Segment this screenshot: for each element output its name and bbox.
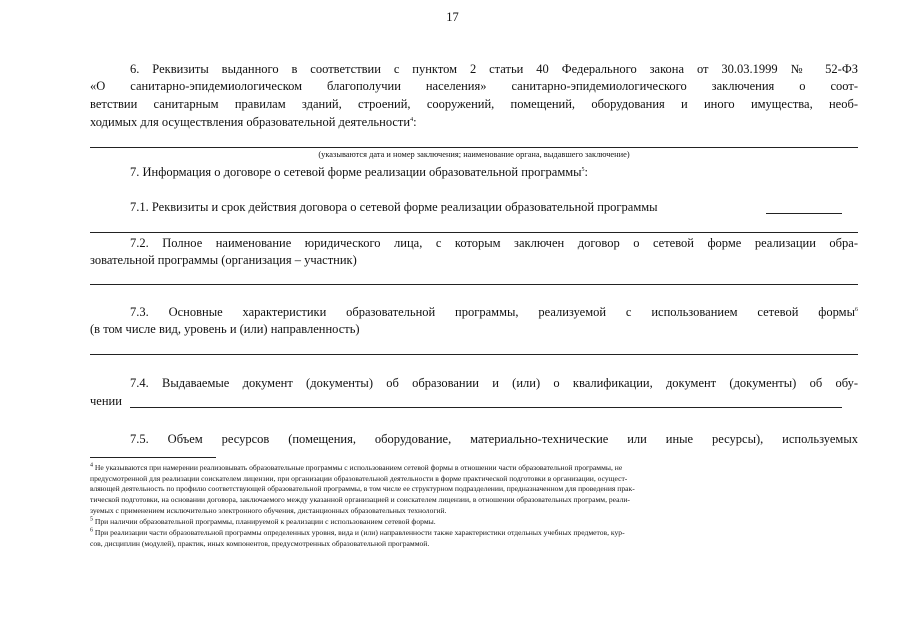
footnote-4-line-5: зуемых с применением исключительно электронного обучения, дистанционных образовательных технологий. [90, 506, 447, 515]
page-number: 17 [446, 10, 459, 24]
footnote-4-line-1-text: Не указываются при намерении реализовывать образовательные программы с использованием сетевой формы в отношении части образовательной программы, не [94, 463, 623, 472]
footnote-6-line-1 [90, 528, 858, 539]
item-7-1-fill-line [766, 213, 842, 214]
item-7-4-line-2: чении [90, 394, 122, 408]
item-7-3-line-1-text: 7.3. Основные характеристики образовательной программы, реализуемой с использованием сетевой формы [130, 305, 855, 319]
footnote-6-line-2: сов, дисциплин (модулей), практик, иных компонентов, предусмотренных образовательной программой. [90, 539, 430, 548]
item-7-4-line-1: 7.4. Выдаваемые документ (документы) об образовании и (или) о квалификации, документ (документы) об обу- [130, 376, 858, 390]
section6-caption: (указываются дата и номер заключения; наименование органа, выдавшего заключение) [318, 150, 630, 159]
footnote-4-line-1 [90, 463, 858, 474]
footnote-ref-4: 4 [410, 116, 414, 123]
item-7-4-fill-line [130, 407, 842, 408]
item-7-1: 7.1. Реквизиты и срок действия договора о сетевой форме реализации образовательной программы [130, 200, 658, 214]
footnote-6-line-1-text: При реализации части образовательной программы определенных уровня, вида и (или) направленности также характеристики отдельных учебных предметов, кур- [94, 528, 625, 537]
section7-heading: 7. Информация о договоре о сетевой форме реализации образовательной программы$^5$: [130, 165, 589, 179]
item-7-2-line-1: 7.2. Полное наименование юридического лица, с которым заключен договор о сетевой форме реализации обра- [130, 236, 858, 250]
footnote-5-text: При наличии образовательной программы, планируемой к реализации с использованием сетевой формы. [94, 517, 436, 526]
item-7-1-fill-line-2 [90, 232, 858, 233]
footnote-6-number: 6 [90, 527, 93, 534]
footnote-4-line-2: предусмотренной для реализации соискателем лицензии, при организации образовательной деятельности в форме практической подготовки в организации, осущест- [90, 474, 628, 483]
section6-line-3: ветствии санитарным правилам зданий, строений, сооружений, помещений, оборудования и иного имущества, необ- [90, 97, 858, 111]
footnote-4-line-3: вляющей деятельность по профилю соответствующей образовательной программы, в том числе ее структурном подразделении, предназначенном для проведения прак- [90, 484, 635, 493]
section6-line-2: «О санитарно-эпидемиологическом благополучии населения» санитарно-эпидемиологического заключения о соот- [90, 79, 858, 93]
item-7-3-line-1 [130, 304, 858, 321]
footnote-4-number: 4 [90, 462, 93, 469]
footnote-5-number: 5 [90, 516, 93, 523]
footnote-4-line-4: тической подготовки, на основании договора, заключаемого между указанной организацией и соискателем лицензии, в отношении образовательных программ, реали- [90, 495, 630, 504]
section6-line-1: 6. Реквизиты выданного в соответствии с пунктом 2 статьи 40 Федерального закона от 30.03.1999 № 52-ФЗ [130, 62, 858, 76]
footnote-5 [90, 517, 858, 528]
section6-fill-line [90, 147, 858, 148]
section6-line-4: ходимых для осуществления образовательной деятельности$^4$: [90, 115, 417, 129]
item-7-2-line-2: зовательной программы (организация – участник) [90, 253, 357, 267]
item-7-3-fill-line [90, 354, 858, 355]
section7-heading-text: 7. Информация о договоре о сетевой форме реализации образовательной программы [130, 165, 582, 179]
item-7-2-fill-line [90, 284, 858, 285]
item-7-5-line-1: 7.5. Объем ресурсов (помещения, оборудование, материально-технические или иные ресурсы), используемых [130, 432, 858, 446]
footnote-separator [90, 457, 216, 458]
footnote-ref-5: 5 [581, 166, 585, 173]
item-7-3-line-2: (в том числе вид, уровень и (или) направленность) [90, 322, 360, 336]
section6-line-4-text: ходимых для осуществления образовательной деятельности [90, 115, 411, 129]
footnote-ref-6: 6 [855, 306, 858, 313]
